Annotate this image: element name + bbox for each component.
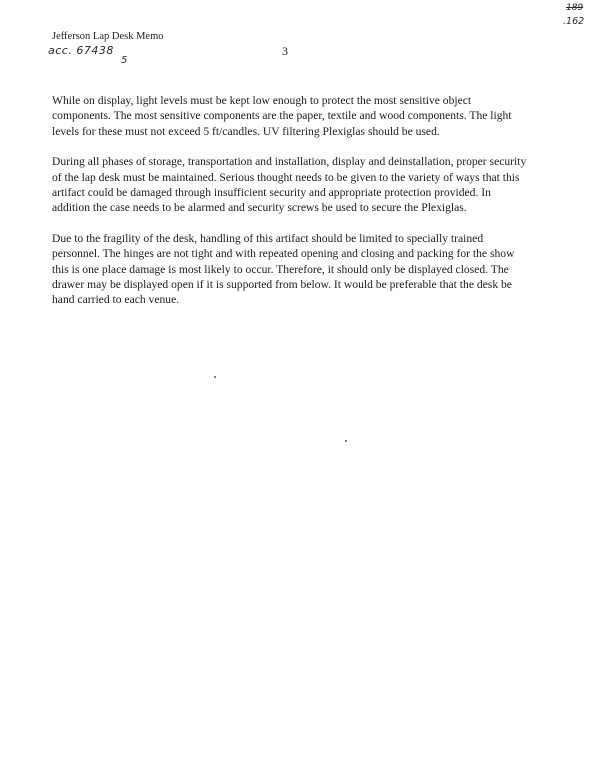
corner-note-number: .162 bbox=[563, 16, 585, 27]
paragraph-handling: Due to the fragility of the desk, handling of this artifact should be limited to specially trained personnel. The hinges are not tight and with repeated opening and closing and packing for the show this is one place damage is most likely to occur. Therefore, it should only be displayed closed. The drawer may be displayed open if it is supported from below. It would be preferable that the desk be hand carried to each venue. bbox=[52, 231, 515, 307]
paragraph-security: During all phases of storage, transportation and installation, display and deinstallation, proper security of the lap desk must be maintained. Serious thought needs to be given to the variety of ways that this artifact could be damaged through insufficient security and appropriate protection provided. In addition the case needs to be alarmed and security screws be used to secure the Plexiglas. bbox=[52, 155, 527, 215]
accession-number: acc. 67438 bbox=[48, 44, 114, 57]
paragraph-lighting: While on display, light levels must be kept low enough to protect the most sensitive object components. The most sensitive components are the paper, textile and wood components. The light levels for these must not exceed 5 ft/candles. UV filtering Plexiglas should be used. bbox=[52, 94, 512, 138]
memo-body bbox=[52, 93, 530, 323]
accession-subscript: 5 bbox=[121, 55, 128, 66]
scan-speck bbox=[214, 376, 216, 378]
corner-note-crossed: 189 bbox=[566, 3, 584, 13]
page-number: 3 bbox=[282, 44, 288, 58]
memo-header-title: Jefferson Lap Desk Memo bbox=[52, 31, 164, 42]
scan-speck bbox=[345, 440, 347, 442]
